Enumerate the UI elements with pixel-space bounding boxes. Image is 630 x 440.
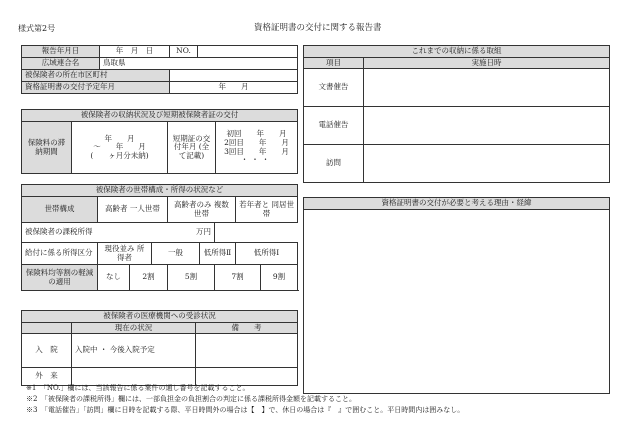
status-header: 現在の状況 xyxy=(72,323,196,334)
reduction-option[interactable]: 7割 xyxy=(215,265,261,291)
taxable-income-label: 被保険者の課税所得 xyxy=(22,223,98,243)
ellipsis: ・・・ xyxy=(240,155,273,165)
effort-row-label: 文書催告 xyxy=(304,69,364,107)
inpatient-value[interactable]: 入院中 ・ 今後入院予定 xyxy=(72,334,196,368)
taxable-income-unit[interactable]: 万円 xyxy=(98,223,215,243)
period-to: 〜 年 月 xyxy=(93,142,146,152)
reduction-label: 保険料均等割の軽減の適用 xyxy=(22,265,98,291)
reduction-option[interactable]: なし xyxy=(98,265,130,291)
short-term-label: 短期証の交付年月 (全て記載) xyxy=(168,122,216,174)
efforts-section-title: これまでの収納に係る取組 xyxy=(304,46,610,58)
remarks-header: 備 考 xyxy=(196,323,298,334)
outpatient-label: 外 来 xyxy=(22,368,72,386)
union-value[interactable]: 鳥取県 xyxy=(100,58,298,70)
composition-label: 世帯構成 xyxy=(22,197,98,223)
effort-row-label: 訪問 xyxy=(304,145,364,183)
no-field[interactable] xyxy=(198,46,298,58)
household-table xyxy=(21,184,298,291)
payment-section-title: 被保険者の収納状況及び短期被保険者証の交付 xyxy=(22,110,298,122)
income-class-option[interactable]: 低所得Ⅱ xyxy=(200,243,236,265)
basic-info-table xyxy=(21,45,298,94)
period-from: 年 月 xyxy=(104,133,135,143)
issue-row: 3回目 年 月 xyxy=(224,146,289,156)
footnote-1: ※1 「NO.」欄には、当該報告に係る案件の通し番号を記載すること。 xyxy=(26,384,250,392)
effort-row-label: 電話催告 xyxy=(304,107,364,145)
composition-option[interactable]: 高齢者のみ 複数世帯 xyxy=(168,197,236,223)
outpatient-value[interactable] xyxy=(72,368,196,386)
reason-section-title: 資格証明書の交付が必要と考える理由・経緯 xyxy=(304,198,610,210)
medical-section-title: 被保険者の医療機関への受診状況 xyxy=(22,311,298,323)
report-date-value[interactable]: 年 月 日 xyxy=(100,46,170,58)
short-term-dates[interactable] xyxy=(216,122,298,174)
municipality-label: 被保険者の所在市区町村 xyxy=(22,70,170,82)
composition-option[interactable]: 高齢者 一人世帯 xyxy=(98,197,168,223)
arrears-label: 保険料の滞納期間 xyxy=(22,122,72,174)
income-class-option[interactable]: 一般 xyxy=(152,243,200,265)
union-label: 広域連合名 xyxy=(22,58,100,70)
municipality-field[interactable] xyxy=(170,70,298,82)
efforts-table xyxy=(303,45,610,183)
issue-row: 2回目 年 月 xyxy=(224,137,289,147)
medical-table xyxy=(21,310,298,386)
issue-row: 初回 年 月 xyxy=(226,129,287,139)
reason-table xyxy=(303,197,610,394)
issue-date-value[interactable]: 年 月 xyxy=(170,82,298,94)
footnote-3: ※3 「電話催告」「訪問」欄に日時を記載する際、平日時間外の場合は【 】で、休日の場合は『 』で囲むこと。平日時間内は囲みなし。 xyxy=(26,406,465,414)
page-title: 資格証明書の交付に関する報告書 xyxy=(254,23,382,33)
issue-date-label: 資格証明書の交付予定年月 xyxy=(22,82,170,94)
effort-date-field[interactable] xyxy=(364,145,610,183)
income-class-option[interactable]: 現役並み 所得者 xyxy=(98,243,152,265)
arrears-period[interactable] xyxy=(72,122,168,174)
inpatient-remarks[interactable] xyxy=(196,334,298,368)
form-number: 様式第2号 xyxy=(18,24,56,33)
income-class-label: 給付に係る所得区分 xyxy=(22,243,98,265)
no-label: NO. xyxy=(170,46,198,58)
household-section-title: 被保険者の世帯構成・所得の状況など xyxy=(22,185,298,197)
effort-date-field[interactable] xyxy=(364,69,610,107)
payment-status-table xyxy=(21,109,298,174)
inpatient-label: 入 院 xyxy=(22,334,72,368)
reduction-option[interactable]: 9割 xyxy=(261,265,298,291)
reason-field[interactable] xyxy=(304,210,610,394)
effort-date-field[interactable] xyxy=(364,107,610,145)
item-header: 項目 xyxy=(304,58,364,69)
date-header: 実施日時 xyxy=(364,58,610,69)
reduction-option[interactable]: 5割 xyxy=(168,265,215,291)
report-date-label: 報告年月日 xyxy=(22,46,100,58)
outpatient-remarks[interactable] xyxy=(196,368,298,386)
footnote-2: ※2 「被保険者の課税所得」欄には、一部負担金の負担割合の判定に係る課税所得金額を記載すること。 xyxy=(26,395,356,403)
reduction-option[interactable]: 2割 xyxy=(130,265,168,291)
income-class-option[interactable]: 低所得Ⅰ xyxy=(236,243,298,265)
period-months: ( ヶ月分未納) xyxy=(90,150,149,160)
composition-option[interactable]: 若年者と 同居世帯 xyxy=(236,197,298,223)
